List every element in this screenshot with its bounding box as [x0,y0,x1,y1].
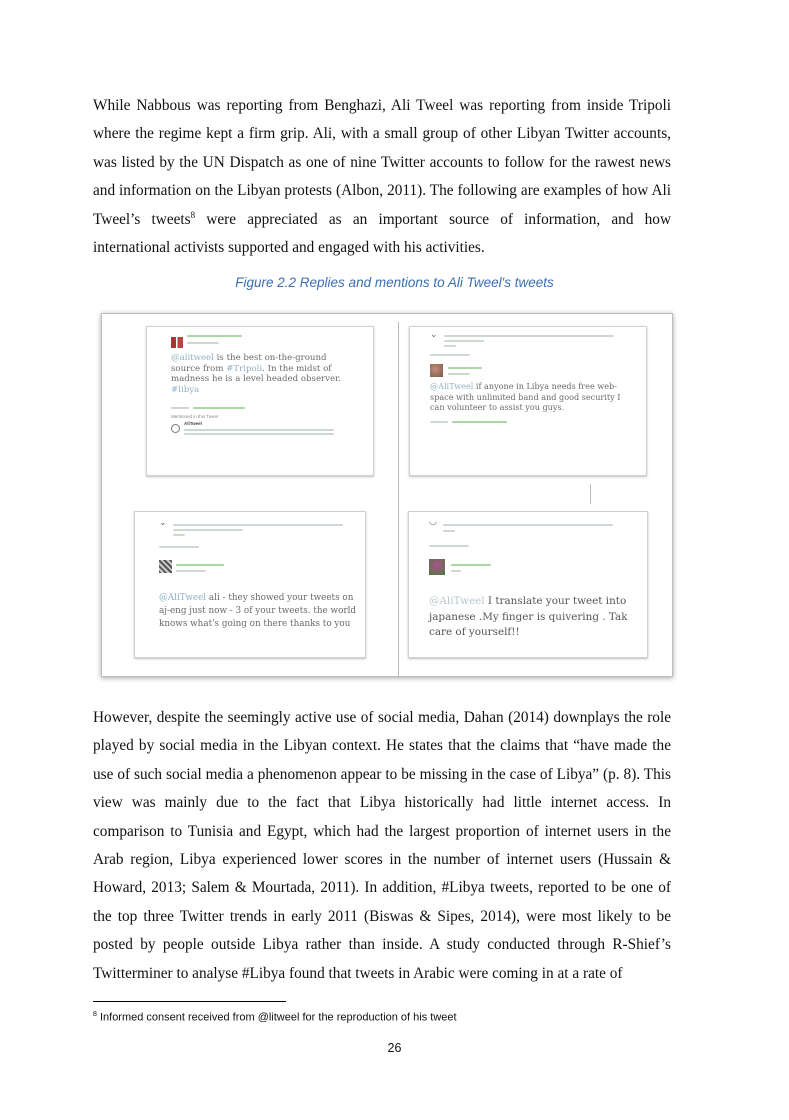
tweet-body: if anyone in Libya needs free web-space with unlimited band and good security I can volunteer to assist you guys. [430,381,621,413]
tweet-body-cont: . In the midst of madness he is a level headed observer. [171,363,341,385]
paragraph-1-text: While Nabbous was reporting from Benghazi, Ali Tweel was reporting from inside Tripoli where the regime kept a firm grip. Ali, with a small group of other Libyan Twitter accounts, was listed by the UN Dispatch as one of nine Twitter accounts to follow for the rawest news and information on the Libyan protests (Albon, 2011). The following are examples of how Ali Tweel’s tweets [93,97,671,228]
tweet-panel-1 [146,326,374,476]
tweet-text [429,594,644,641]
avatar [429,559,445,575]
chevron-down-icon: ⌄ [159,517,167,527]
footnote-divider [93,1001,286,1002]
tweet-mention[interactable]: @AliTweel [159,593,207,603]
blurred-parent-tweet [443,524,613,526]
user-avatar-icon [171,424,180,433]
page-number: 26 [387,1041,402,1055]
blurred-time [430,421,448,423]
tweet-mention[interactable]: @AliTweel [430,381,474,391]
paragraph-1-text-cont: were appreciated as an important source of information, and how international activists supported and engaged with his activities. [93,210,671,257]
blurred-actions [452,421,507,423]
blurred-actions [193,407,245,409]
avatar [159,560,172,573]
tweet-hashtag-2[interactable]: #libya [171,384,200,395]
blurred-handle [451,570,461,572]
tweet-text [159,592,364,632]
blurred-reply-label [159,546,199,548]
tweet-hashtag[interactable]: #Tripoli [226,363,263,374]
figure-tweet-collage [101,313,673,677]
blurred-time [171,407,189,409]
footnote-ref[interactable]: 8 [190,209,196,220]
blurred-username [176,564,224,566]
tweet-actions[interactable] [430,419,507,424]
blurred-parent-tweet [173,524,343,526]
figure-caption: Figure 2.2 Replies and mentions to Ali Tweel's tweets [235,275,554,290]
mentioned-user[interactable]: AliTweel [184,421,202,426]
blurred-parent-tweet-2 [173,529,243,531]
tweet-text [430,381,630,413]
panel-divider-tick [590,484,591,504]
blurred-handle [187,342,219,344]
blurred-time [444,345,456,347]
tweet-body: is the best on-the-ground source from [171,353,327,374]
footnote [93,1011,457,1024]
chevron-down-icon: ⌄ [430,329,438,339]
tweet-mention[interactable]: @AliTweel [429,595,485,607]
paragraph-2: However, despite the seemingly active use of social media, Dahan (2014) downplays the role played by social media in the Libyan context. He states that the claims that “have made the use of such social media a phenomenon appear to be missing in the case of Libya” (p. 8). This view was mainly due to the fact that Libya historically had little internet access. In comparison to Tunisia and Egypt, which had the largest proportion of internet users in the Arab region, Libya experienced lower scores in the number of internet users (Hussain & Howard, 2013; Salem & Mourtada, 2011). In addition, #Libya tweets, reported to be one of the top three Twitter trends in early 2011 (Biswas & Sipes, 2014), were most likely to be posted by people outside Libya rather than inside. A study conducted through R-Shief’s Twitterminer to analyse #Libya found that tweets in Arabic were coming in at a rate of [93,709,671,982]
blurred-parent-tweet-2 [444,340,484,342]
blurred-parent-tweet [444,335,614,337]
blurred-bio [184,429,334,431]
blurred-handle [176,570,206,572]
tweet-panel-2 [409,326,647,476]
tweet-panel-3 [134,511,366,658]
blurred-username [187,335,242,337]
tweet-text [171,353,351,395]
blurred-time [173,534,185,536]
avatar [430,364,443,377]
avatar [171,337,183,348]
blurred-time [443,530,455,532]
tweet-actions[interactable] [171,405,245,410]
tweet-body: ali - they showed your tweets on aj-eng just now - 3 of your tweets. the world knows what's going on there thanks to you [159,593,357,630]
blurred-username [448,367,482,369]
footnote-text: Informed consent received from @litweel for the reproduction of his tweet [96,1011,457,1024]
blurred-username [451,564,491,566]
reply-arrow-icon: ◡ [429,516,437,526]
blurred-handle [448,373,470,375]
mentioned-label: Mentioned in this Tweet [171,414,219,419]
panel-divider [398,322,399,678]
blurred-reply-label [430,354,470,356]
tweet-mention[interactable]: @alitweel [171,353,214,363]
footnote-number: 8 [93,1011,97,1018]
tweet-panel-4 [408,511,648,658]
blurred-reply-label [429,545,469,547]
paragraph-1 [93,92,671,262]
tweet-body: I translate your tweet into japanese .My finger is quivering . Tak care of yourself!! [429,595,628,638]
blurred-bio-2 [184,433,334,435]
